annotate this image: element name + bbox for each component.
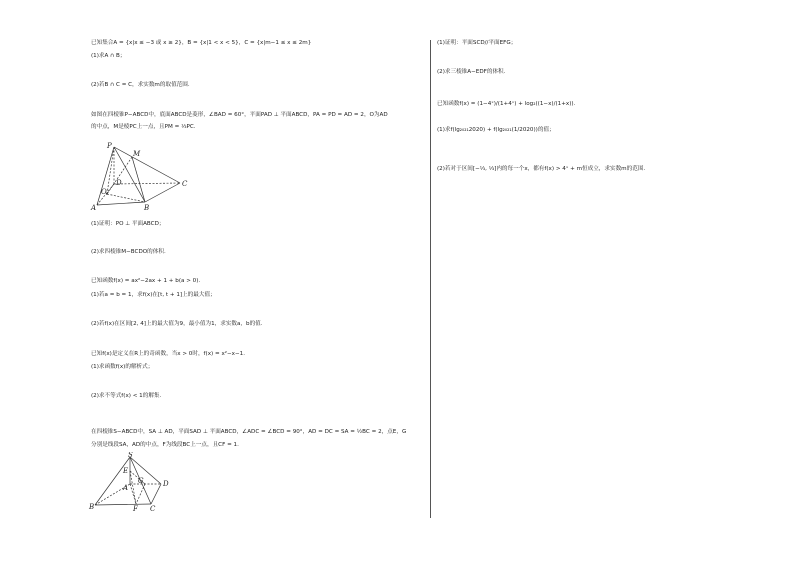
label-C: C: [182, 180, 188, 188]
problem-1-stem: 已知集合A = {x|x ≤ −3 或 x ≥ 2}，B = {x|1 < x < 5}，C = {x|m−1 ≤ x ≤ 2m}: [91, 40, 312, 46]
problem-2-stem-line-2: 的中点，M是棱PC上一点，且PM = ⅓PC.: [91, 124, 196, 130]
column-divider: [430, 40, 431, 518]
label-B: B: [89, 503, 95, 511]
label-B: B: [144, 204, 150, 212]
label-G: G: [138, 477, 144, 485]
label-F: F: [133, 505, 138, 513]
problem-3-stem: 已知函数f(x) = ax²−2ax + 1 + b(a > 0).: [91, 278, 201, 284]
problem-1-question-2: (2)若B ∩ C = C，求实数m的取值范围.: [91, 82, 190, 88]
problem-6-question-1: (1)求f(lg₂₀₂₁2020) + f(lg₂₀₂₁(1/2020))的值；: [437, 127, 555, 133]
label-D: D: [116, 179, 122, 187]
problem-5-question-1: (1)证明：平面SCD//平面EFG；: [437, 40, 517, 46]
problem-5-stem-line-1: 在四棱锥S−ABCD中，SA ⊥ AD，平面SAD ⊥ 平面ABCD，∠ADC = ∠BCD = 90°，AD = DC = SA = ½BC = 2，点E，G: [91, 429, 407, 435]
problem-4-question-2: (2)求不等式f(x) < 1的解集.: [91, 393, 162, 399]
problem-3-question-1: (1)若a = b = 1，求f(x)在[t, t + 1]上的最大值；: [91, 292, 216, 298]
label-A: A: [123, 484, 129, 492]
problem-5-question-2: (2)求三棱锥A−EDF的体积.: [437, 69, 506, 75]
problem-1-question-1: (1)求A ∩ B；: [91, 53, 126, 59]
problem-4-stem: 已知f(x)是定义在R上的奇函数，当x > 0时，f(x) = x²−x−1.: [91, 351, 246, 357]
label-D: D: [163, 480, 169, 488]
label-A: A: [91, 204, 97, 212]
label-M: M: [133, 150, 141, 158]
problem-2-question-1: (1)证明：PO ⊥ 平面ABCD；: [91, 221, 165, 227]
problem-4-question-1: (1)求函数f(x)的解析式；: [91, 364, 154, 370]
problem-6-question-2: (2)若对于区间[−⅓, ⅓]内的每一个x，都有f(x) > 4ˣ + m恒成立，求实数m的范围.: [437, 166, 646, 172]
problem-2-question-2: (2)求四棱锥M−BCDO的体积.: [91, 249, 166, 255]
pyramid-figure-p-abcd: [88, 140, 208, 212]
label-P: P: [107, 142, 112, 150]
problem-3-question-2: (2)若f(x)在区间[2, 4]上的最大值为9，最小值为1，求实数a，b的值.: [91, 321, 263, 327]
label-E: E: [123, 467, 129, 475]
problem-5-stem-line-2: 分别是线段SA，AD的中点，F为线段BC上一点，且CF = 1.: [91, 442, 239, 448]
problem-6-stem: 已知函数f(x) = (1−4ˣ)/(1+4ˣ) + log₂((1−x)/(1+x)).: [437, 101, 576, 107]
label-C: C: [150, 505, 156, 513]
label-O: O: [101, 188, 107, 196]
problem-2-stem-line-1: 如图在四棱锥P−ABCD中，底面ABCD是菱形，∠BAD = 60°，平面PAD ⊥ 平面ABCD，PA = PD = AD = 2，O为AD: [91, 112, 388, 118]
label-S: S: [128, 452, 133, 459]
pyramid-figure-s-abcd: [88, 452, 178, 514]
